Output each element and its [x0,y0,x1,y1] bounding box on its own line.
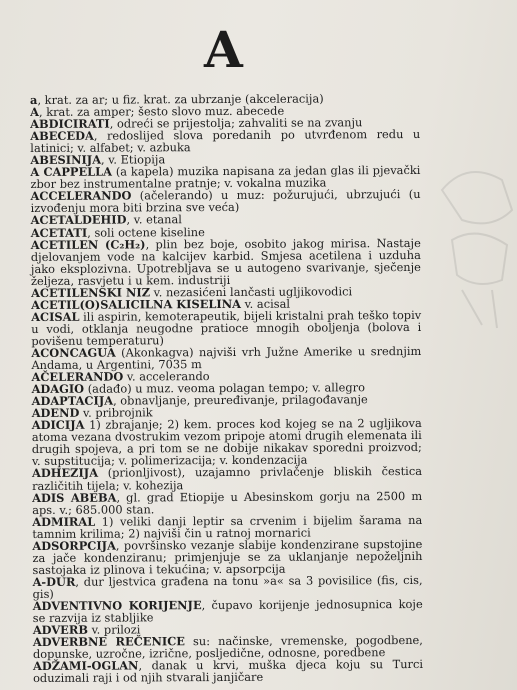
dictionary-entry [30,128,420,154]
entry-headword: ACETALDEHID [30,212,127,228]
entry-definition: (ačelerando) u muz: požurujući, ubrzujući (u izvođenju mora biti brzina sve veća) [30,187,421,216]
dictionary-entry [33,574,423,600]
entry-definition: , površinsko vezanje slabije kondenzirane supstojine za jače kondenziranu; primjenjuje se za uklanjanje nepoželjnih sastojaka iz plinova i tekućina; v. apsorpcija [32,536,423,577]
entry-definition: ili aspirin, kemoterapeutik, bijeli kristalni prah teško topiv u vodi, otklanja neugodne pratioce mnogih obolјenja (bolova i povišenu temperaturu) [31,307,422,348]
dictionary-entry [31,309,421,347]
entry-headword: ACONCAGUA [31,345,116,360]
dictionary-entry [33,634,423,660]
entry-definition: v. acisal [240,296,291,311]
entry-definition: v. pribrojnik [79,405,153,420]
entry-headword: A CAPPELLA [30,164,113,180]
entry-definition: su: načinske, vremenske, pogodbene, dopunske, uzročne, izrične, posljedične, odnosne, poredbene [32,633,423,662]
entry-definition: , soli octene kiseline [87,224,205,240]
entry-headword: ADSORPCIJA [32,538,116,553]
entry-definition: , plin bez boje, osobito jakog mirisa. Nastaje djelovanjem vode na kalcijev karbid. Smjesa acetilena i uzduha jako eksplozivna. Upotrebljava se u autogeno svarivanje, sječenje željeza, rasvjetu i u kem. industriji [30,235,421,288]
section-letter: A [204,20,243,79]
entry-definition: (adađo) u muz. veoma polagan tempo; v. allegro [84,380,365,396]
entry-definition: , odreći se prijestolja; zahvaliti se na zvanju [109,115,363,131]
entry-headword: ADVERB [32,622,88,638]
entry-definition: , v. Etiopija [100,152,166,167]
entry-headword: AČELERANDO [31,369,124,385]
entry-definition: , danak u krvi, muška djeca koju su Turci oduzimali raji i od njih stvarali janjičare [33,657,424,686]
entry-headword: ABDICIRATI [30,116,110,132]
dictionary-entry [33,598,423,624]
entry-definition: , krat. za ar; u fiz. krat. za ubrzanje (akceleracija) [37,91,324,107]
dictionary-entry [30,164,420,190]
entry-headword: ADVERBNE REČENICE [32,634,185,650]
entry-list [30,92,423,684]
entry-definition: , redoslijed slova poredanih po utvrđenom redu u latinici; v. alfabet; v. azbuka [30,127,421,156]
entry-headword: ACISAL [31,309,80,324]
entry-headword: ACETILEN (C₂H₂) [30,236,146,252]
entry-headword: ADAPTACIJA [31,393,114,409]
entry-definition: , v. etanal [126,212,182,227]
entry-headword: ACCELERANDO [30,188,132,204]
dictionary-entry [32,514,422,540]
entry-definition: , krat. za amper; šesto slovo muz. abecede [38,103,285,120]
entry-headword: ADICIJA [31,417,85,433]
entry-headword: ABESINIJA [30,152,102,168]
dictionary-entry [31,188,421,214]
dictionary-entry [31,237,421,287]
entry-definition: , dur ljestvica građena na tonu »a« sa 3 povisilice (fis, cis, gis) [32,572,423,601]
dictionary-entry [32,465,422,491]
entry-headword: ADAGIO [31,381,85,397]
entry-definition: 1) veliki danji leptir sa crvenim i bijelim šarama na tamnim krilima; 2) najviši čin u ratnoj mornarici [32,512,423,541]
entry-headword: ACETIL(O)SALICILNA KISELINA [31,296,241,312]
entry-definition: , obnavljanje, preuređivanje, prilagođavanje [113,392,368,408]
entry-definition: , čupavo korijenje jednosupnica koje se razvija iz stabljike [32,596,423,626]
entry-headword: ADMIRAL [32,514,96,529]
dictionary-entry [32,417,422,467]
entry-definition: (prionljivost), uzajamno privlačenje bliskih čestica različitih tijela; v. kohezija [32,464,423,493]
entry-headword: A [30,105,39,120]
entry-headword: ADVENTIVNO KORIJENJE [32,598,202,613]
entry-headword: ACETILENSKI NIZ [31,285,151,300]
entry-headword: ADIS ABEBA [32,490,117,505]
entry-headword: a [29,92,38,107]
entry-headword: ABECEDA [30,128,94,144]
dictionary-entry [31,345,421,371]
entry-headword: ADEND [31,405,80,421]
entry-definition: 1) zbrajanje; 2) kem. proces kod kojeg se na 2 ugljikova atoma vezana dvostrukim vezom pripoje atomi drugih elemenata ili drugih spojeva, a pri tom se ne dobije nikakav sporedni proizvod; v. supstitucija; v. polimerizacija; v. kondenzacija [31,416,422,469]
entry-headword: ACETATI [30,225,88,240]
entry-definition: (a kapela) muzika napisana za jedan glas ili pjevački zbor bez instrumentalne pratnje; v. vokalna muzika [30,163,421,192]
entry-definition: v. prilozi [87,622,141,637]
entry-definition: (Akonkagva) najviši vrh Južne Amerike u srednjim Andama, u Argentini, 7035 m [31,343,422,373]
entry-definition: , gl. grad Etiopije u Abesinskom gorju na 2500 m aps. v.; 685.000 stan. [32,488,423,517]
dictionary-entry [32,538,422,576]
entry-headword: ADŽAMI-OGLAN [32,658,139,674]
dictionary-entry [32,489,422,515]
show-through-illustration [422,150,517,330]
entry-definition: v. nezasićeni lančasti ugljikovodici [149,284,353,300]
entry-definition: v. accelerando [123,369,210,384]
dictionary-entry [33,658,423,684]
entry-headword: A-DUR [32,574,76,589]
entry-headword: ADHEZIJA [31,466,99,481]
